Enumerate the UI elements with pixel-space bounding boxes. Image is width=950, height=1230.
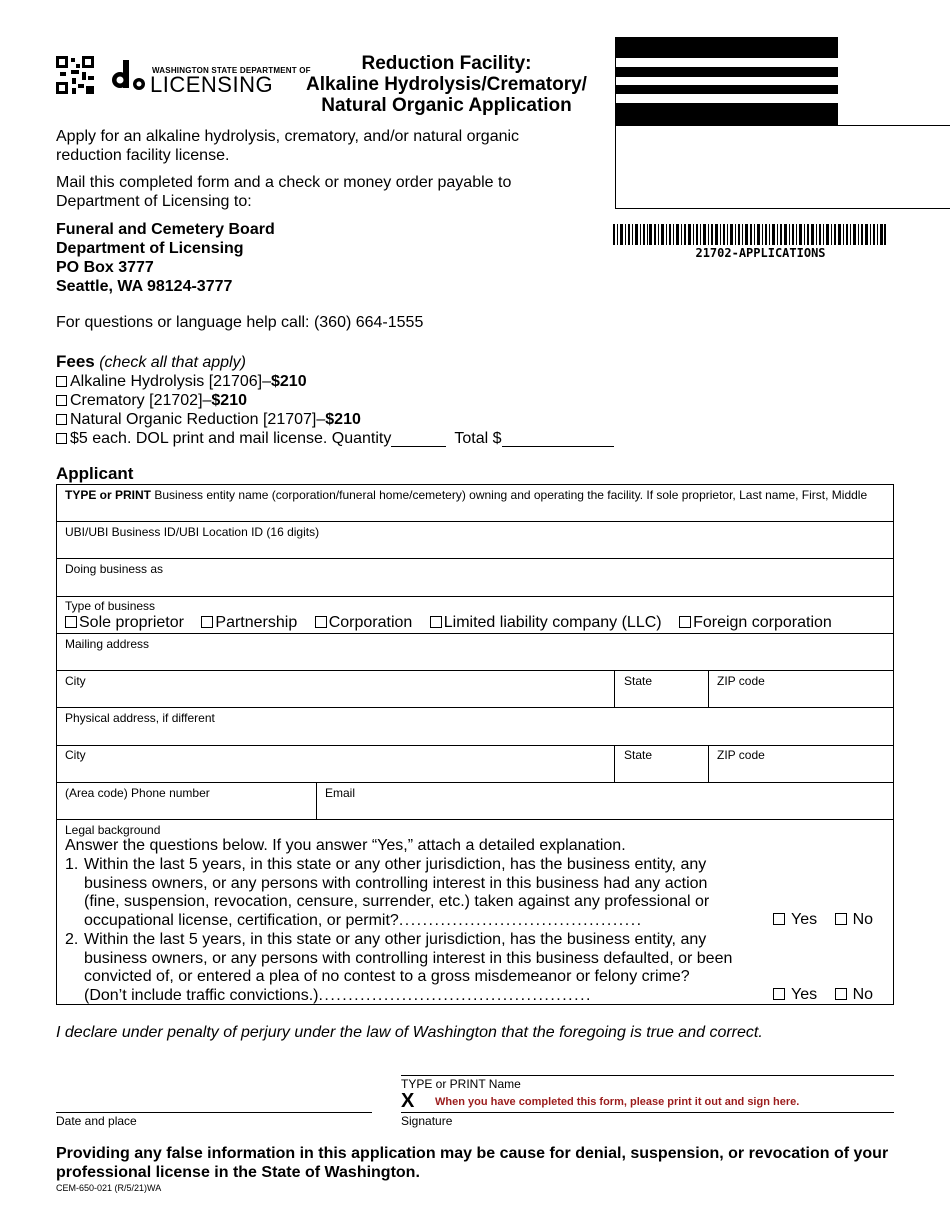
office-use-bar-3 bbox=[615, 85, 838, 94]
physical-address-field[interactable]: Physical address, if different bbox=[65, 711, 215, 725]
checkbox[interactable] bbox=[65, 616, 77, 628]
q2-no[interactable]: No bbox=[835, 986, 873, 1003]
phone-field[interactable]: (Area code) Phone number bbox=[65, 786, 210, 800]
dol-logo-icon bbox=[110, 60, 150, 93]
mail-text: Mail this completed form and a check or money order payable to Department of Licensing to: bbox=[56, 174, 512, 210]
fee-checkbox[interactable] bbox=[56, 433, 67, 444]
checkbox[interactable] bbox=[315, 616, 327, 628]
fee-option-alkaline[interactable] bbox=[56, 372, 614, 391]
address-line: PO Box 3777 bbox=[56, 259, 154, 276]
signature-label: Signature bbox=[401, 1114, 453, 1128]
physical-city-field[interactable]: City bbox=[65, 748, 86, 762]
fees-heading bbox=[56, 352, 246, 373]
help-text: For questions or language help call: (360) 664-1555 bbox=[56, 314, 424, 331]
form-title bbox=[284, 53, 609, 116]
question-line: Within the last 5 years, in this state or any other jurisdiction, has the business entity, any bbox=[84, 856, 707, 873]
business-type-options bbox=[65, 613, 832, 632]
question-line: convicted of, or entered a plea of no contest to a gross misdemeanor or felony crime? bbox=[84, 968, 690, 985]
x-mark-icon: X bbox=[401, 1090, 415, 1112]
agency-line-1: WASHINGTON STATE DEPARTMENT OF bbox=[152, 66, 311, 75]
legal-background-label: Legal background bbox=[65, 823, 161, 837]
mailing-city-field[interactable]: City bbox=[65, 674, 86, 688]
legal-question-1: 1. Within the last 5 years, in this state or any other jurisdiction, has the business entity, any business owners, or any persons with controlling interest in this business had any action (fine, suspension, revocation, censure, surrender, etc.) taken against any professional or occupational license, certification, or permit?......................................... bbox=[65, 856, 890, 930]
email-field[interactable]: Email bbox=[325, 786, 356, 800]
office-use-box-left bbox=[615, 37, 616, 127]
address-line: Seattle, WA 98124-3777 bbox=[56, 278, 233, 295]
print-mail-label: $5 each. DOL print and mail license. Quantity bbox=[70, 430, 392, 447]
checkbox[interactable] bbox=[773, 988, 785, 1000]
fees-list bbox=[56, 372, 614, 448]
title-line-1: Reduction Facility: bbox=[361, 53, 532, 74]
question-line: business owners, or any persons with controlling interest in this business had any action bbox=[84, 874, 708, 892]
business-type-partnership[interactable]: Partnership bbox=[201, 614, 297, 631]
fee-checkbox[interactable] bbox=[56, 376, 67, 387]
mailing-zip-field[interactable]: ZIP code bbox=[717, 674, 765, 688]
print-name-label: TYPE or PRINT Name bbox=[401, 1077, 521, 1091]
barcode-caption: 21702-APPLICATIONS bbox=[695, 246, 826, 260]
legal-intro: Answer the questions below. If you answer “Yes,” attach a detailed explanation. bbox=[65, 837, 626, 854]
fee-option-natural-organic[interactable] bbox=[56, 410, 614, 429]
physical-state-field[interactable]: State bbox=[624, 748, 653, 762]
declaration: I declare under penalty of perjury under the law of Washington that the foregoing is true and correct. bbox=[56, 1024, 763, 1041]
question-line: (fine, suspension, revocation, censure, surrender, etc.) taken against any professional or bbox=[84, 893, 710, 910]
total-input[interactable] bbox=[502, 430, 614, 447]
office-use-bar-4 bbox=[615, 103, 838, 125]
false-info-warning: Providing any false information in this application may be cause for denial, suspension, or revocation of your professional license in the State of Washington. bbox=[56, 1145, 889, 1181]
physical-zip-field[interactable]: ZIP code bbox=[717, 748, 765, 762]
office-use-box bbox=[615, 125, 950, 209]
legal-question-2: 2. Within the last 5 years, in this state or any other jurisdiction, has the business entity, any business owners, or any persons with controlling interest in this business defaulted, or been convicted of, or entered a plea of no contest to a gross misdemeanor or felony crime? (Don’t include traffic convictions.).............................................. bbox=[65, 931, 890, 1005]
qr-code-icon bbox=[56, 56, 94, 94]
question-number: 2. bbox=[65, 931, 79, 948]
date-place-label: Date and place bbox=[56, 1114, 137, 1128]
checkbox[interactable] bbox=[430, 616, 442, 628]
address-line: Funeral and Cemetery Board bbox=[56, 221, 275, 238]
dba-field[interactable]: Doing business as bbox=[65, 562, 164, 576]
fee-price: $210 bbox=[325, 411, 361, 428]
signature-field[interactable] bbox=[401, 1092, 894, 1113]
business-type-foreign[interactable]: Foreign corporation bbox=[679, 614, 832, 631]
q1-answers bbox=[773, 911, 873, 930]
type-print-label: TYPE or PRINT bbox=[65, 488, 152, 502]
business-type-label: Type of business bbox=[65, 599, 156, 613]
date-place-field[interactable] bbox=[56, 1092, 372, 1113]
business-type-sole[interactable]: Sole proprietor bbox=[65, 614, 184, 631]
fees-title: Fees bbox=[56, 352, 95, 371]
business-type-llc[interactable]: Limited liability company (LLC) bbox=[430, 614, 662, 631]
fee-option-crematory[interactable] bbox=[56, 391, 614, 410]
office-use-bar-2 bbox=[615, 67, 838, 77]
barcode-icon bbox=[613, 224, 886, 245]
fee-label: Alkaline Hydrolysis [21706]– bbox=[70, 373, 271, 390]
checkbox[interactable] bbox=[773, 913, 785, 925]
checkbox[interactable] bbox=[835, 988, 847, 1000]
total-label: Total $ bbox=[454, 430, 502, 447]
sign-instruction: When you have completed this form, please print it out and sign here. bbox=[435, 1096, 800, 1108]
fee-price: $210 bbox=[211, 392, 247, 409]
q2-yes[interactable]: Yes bbox=[773, 986, 817, 1003]
fee-checkbox[interactable] bbox=[56, 414, 67, 425]
q2-answers bbox=[773, 986, 873, 1005]
question-number: 1. bbox=[65, 856, 79, 873]
fee-label: Crematory [21702]– bbox=[70, 392, 212, 409]
agency-line-2: LICENSING bbox=[150, 72, 274, 97]
title-line-3: Natural Organic Application bbox=[321, 95, 572, 116]
q1-no[interactable]: No bbox=[835, 911, 873, 928]
business-type-corporation[interactable]: Corporation bbox=[315, 614, 413, 631]
question-line: (Don’t include traffic convictions.) bbox=[84, 986, 319, 1004]
checkbox[interactable] bbox=[201, 616, 213, 628]
fee-label: Natural Organic Reduction [21707]– bbox=[70, 411, 326, 428]
title-line-2: Alkaline Hydrolysis/Crematory/ bbox=[306, 74, 587, 95]
fee-price: $210 bbox=[271, 373, 307, 390]
fee-option-print-mail[interactable] bbox=[56, 429, 614, 448]
business-name-label: Business entity name (corporation/funeral home/cemetery) owning and operating the facility. If sole proprietor, Last name, First, Middle bbox=[151, 488, 868, 502]
question-line: Within the last 5 years, in this state or any other jurisdiction, has the business entity, any bbox=[84, 931, 707, 948]
applicant-heading: Applicant bbox=[56, 464, 134, 483]
fees-note: (check all that apply) bbox=[99, 354, 246, 371]
form-number: CEM-650-021 (R/5/21)WA bbox=[56, 1183, 162, 1193]
office-use-bar-1 bbox=[615, 37, 838, 58]
address-line: Department of Licensing bbox=[56, 240, 244, 257]
mailing-address-field[interactable]: Mailing address bbox=[65, 637, 150, 651]
question-line: occupational license, certification, or permit? bbox=[84, 911, 399, 929]
business-name-field[interactable] bbox=[65, 488, 890, 502]
mailing-address bbox=[56, 220, 275, 296]
apply-text: Apply for an alkaline hydrolysis, crematory, and/or natural organic reduction facility license. bbox=[56, 128, 520, 164]
fee-checkbox[interactable] bbox=[56, 395, 67, 406]
question-line: business owners, or any persons with controlling interest in this business defaulted, or been bbox=[84, 949, 733, 967]
quantity-input[interactable] bbox=[391, 430, 446, 447]
checkbox[interactable] bbox=[835, 913, 847, 925]
ubi-field[interactable]: UBI/UBI Business ID/UBI Location ID (16 digits) bbox=[65, 525, 320, 539]
mailing-state-field[interactable]: State bbox=[624, 674, 653, 688]
q1-yes[interactable]: Yes bbox=[773, 911, 817, 928]
checkbox[interactable] bbox=[679, 616, 691, 628]
